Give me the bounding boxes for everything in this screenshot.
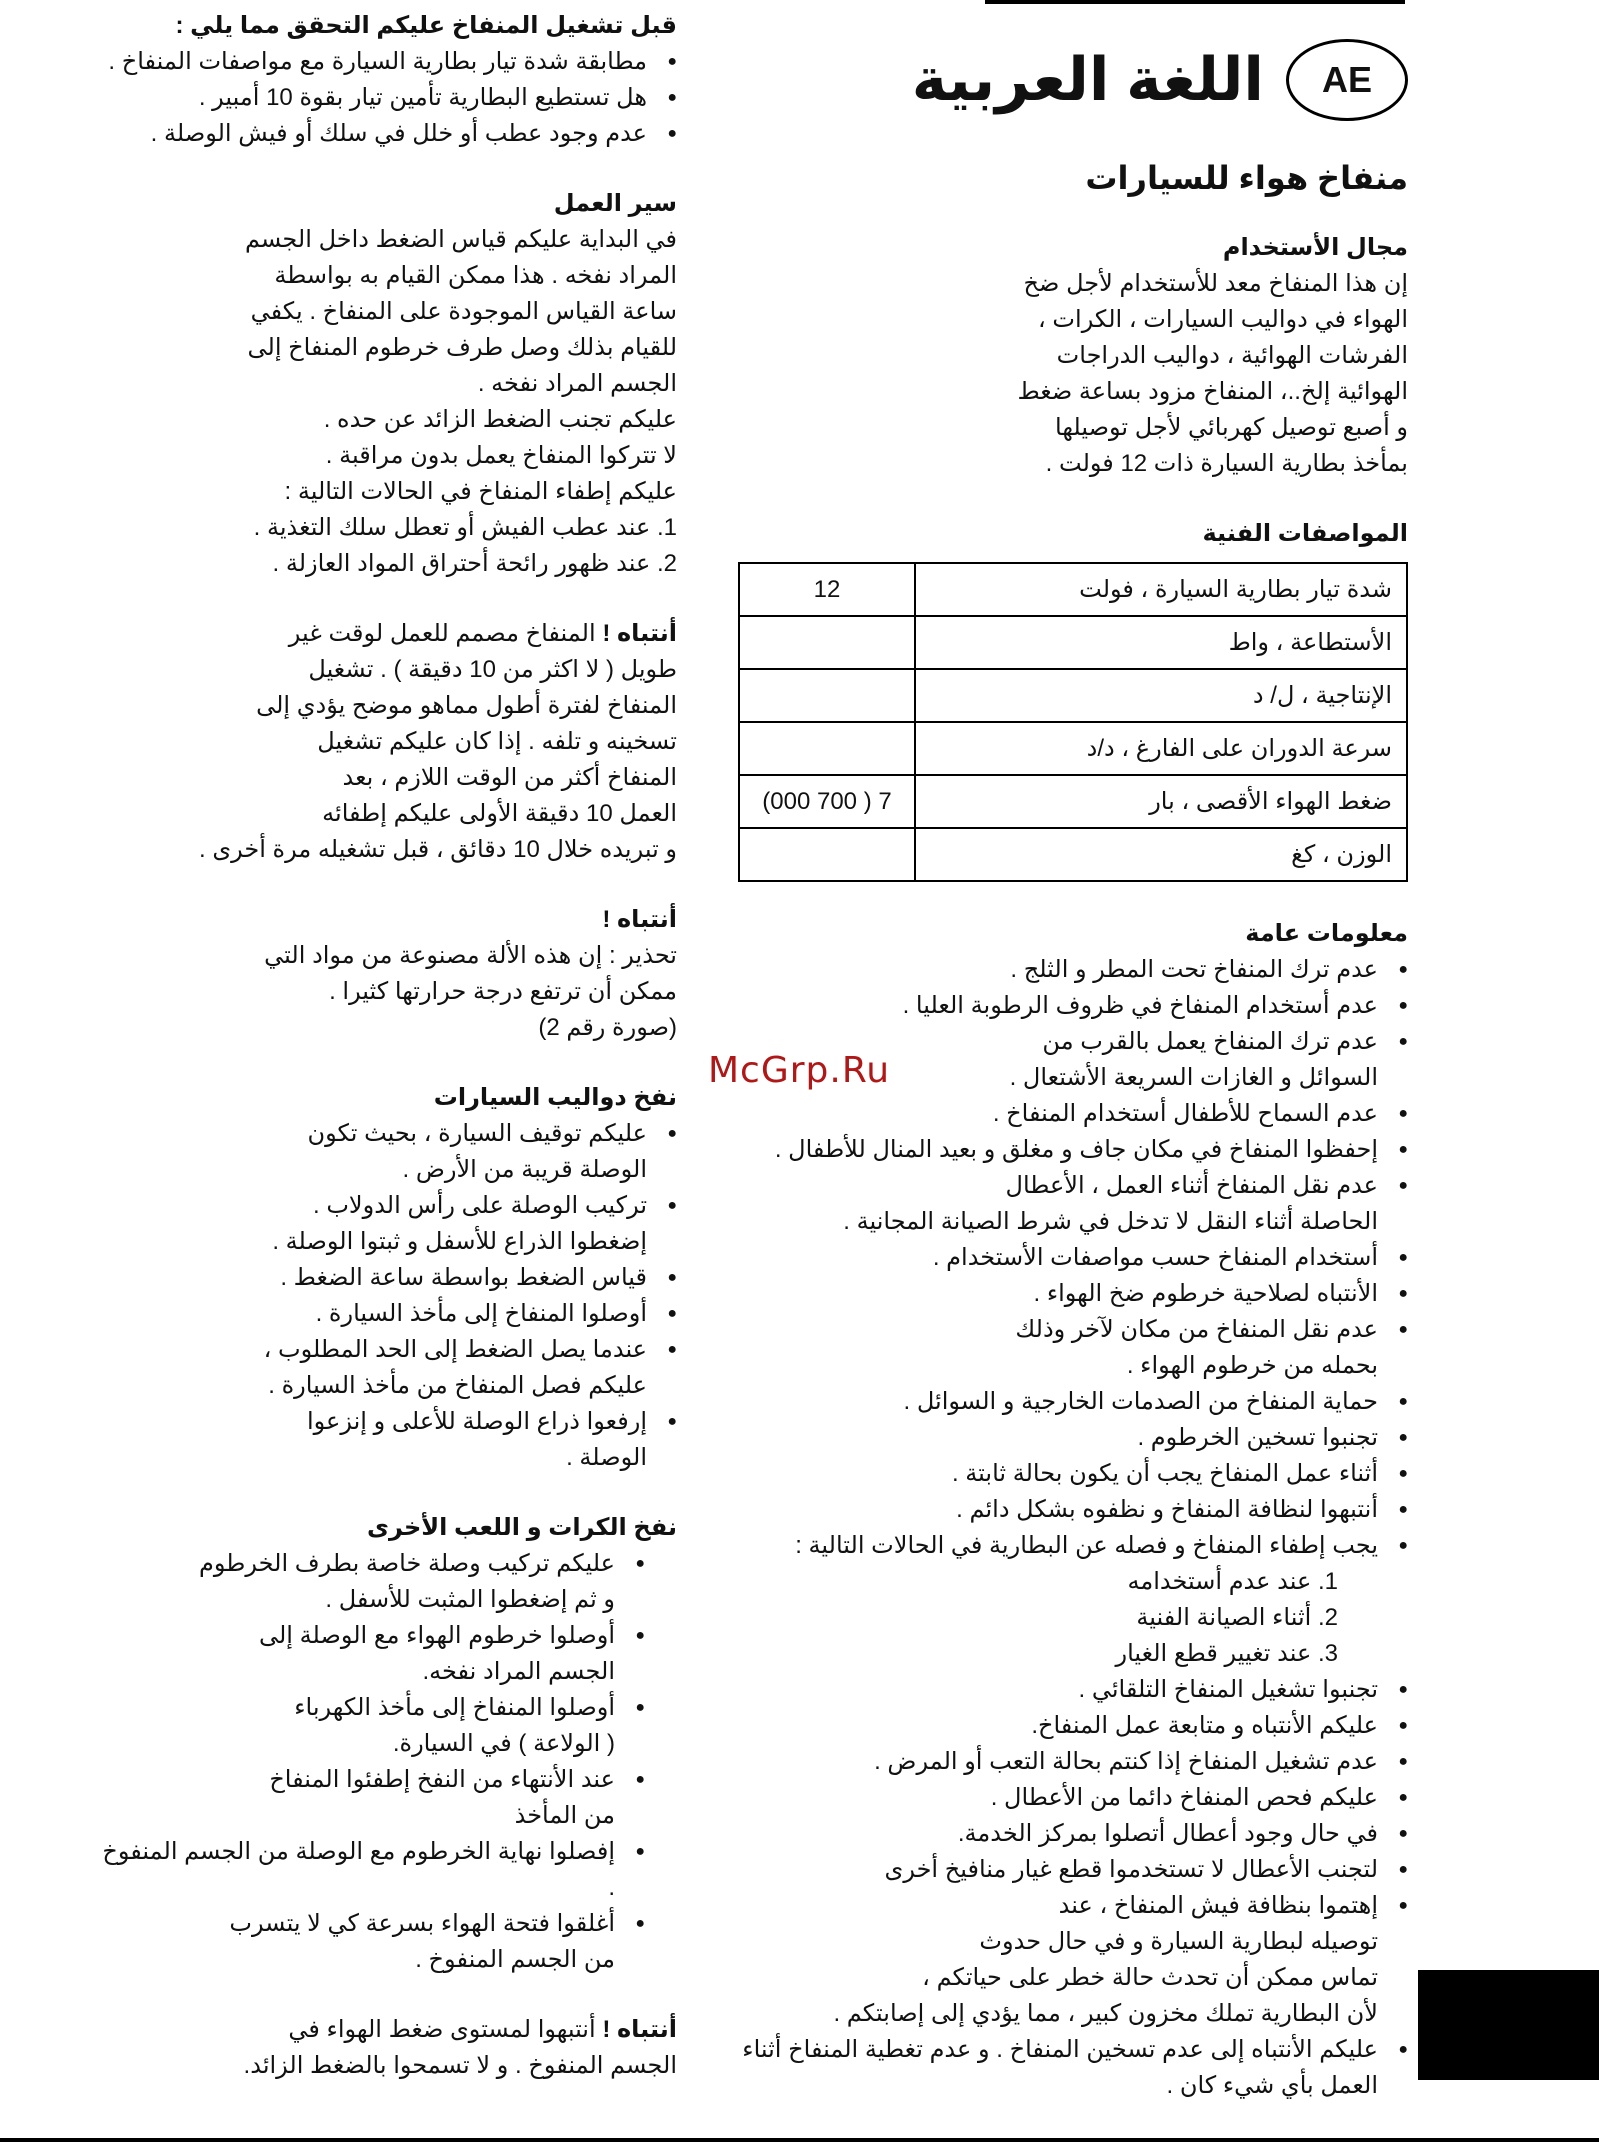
tires-item: ● قياس الضغط بواسطة ساعة الضغط . [95, 1260, 677, 1296]
operation-heading: سير العمل [553, 190, 677, 217]
spec-table [738, 562, 1408, 882]
general-list-2 [730, 1672, 1408, 2104]
general-item: ● عدم السماح للأطفال أستخدام المنفاخ . [730, 1096, 1408, 1132]
general-item: ● أثناء عمل المنفاخ يجب أن يكون بحالة ثابتة . [730, 1456, 1408, 1492]
usage-text [730, 266, 1408, 482]
general-item: ● عدم أستخدام المنفاخ في ظروف الرطوبة العليا . [730, 988, 1408, 1024]
spec-row [739, 828, 1407, 881]
general-list [730, 952, 1408, 1564]
watermark: McGrp.Ru [708, 1050, 891, 1091]
usage-line: الهوائية إلخ..، المنفاخ مزود بساعة ضغط [1017, 378, 1408, 405]
left-column [95, 8, 677, 2084]
spec-label: الوزن ، كغ [915, 828, 1407, 881]
spec-label: سرعة الدوران على الفارغ ، د/د [915, 722, 1407, 775]
general-heading: معلومات عامة [1245, 920, 1408, 947]
general-item: ● تجنبوا تشغيل المنفاخ التلقائي . [730, 1672, 1408, 1708]
top-rule [985, 0, 1405, 4]
general-item: ● عدم ترك المنفاخ تحت المطر و الثلج . [730, 952, 1408, 988]
tires-item: ● عندما يصل الضغط إلى الحد المطلوب ، عليكم فصل المنفاخ من مأخذ السيارة . [95, 1332, 677, 1404]
general-item: ● عدم ترك المنفاخ يعمل بالقرب من السوائل و الغازات السريعة الأشتعال . [730, 1024, 1408, 1096]
warning-heat-label: أنتباه ! [602, 906, 677, 933]
operation-line: المراد نفخه . هذا ممكن القيام به بواسطة [274, 262, 677, 289]
warning-heat-text: تحذير : إن هذه الألة مصنوعة من مواد التي ممكن أن ترتفع درجة حرارتها كثيرا . (صورة رقم 2) [264, 942, 677, 1041]
spec-value [739, 669, 915, 722]
tires-list [95, 1116, 677, 1476]
tires-item: ● تركيب الوصلة على رأس الدولاب . إضغطوا الذراع للأسفل و ثبتوا الوصلة . [95, 1188, 677, 1260]
warning-label: أنتباه ! [602, 620, 677, 647]
tires-item: ● أوصلوا المنفاخ إلى مأخذ السيارة . [95, 1296, 677, 1332]
precheck-item: ● مطابقة شدة تيار بطارية السيارة مع مواصفات المنفاخ . [95, 44, 677, 80]
precheck-item: ● هل تستطيع البطارية تأمين تيار بقوة 10 أمبير . [95, 80, 677, 116]
bottom-rule [0, 2138, 1599, 2142]
usage-line: بمأخذ بطارية السيارة ذات 12 فولت . [1045, 450, 1408, 477]
spec-row [739, 563, 1407, 616]
precheck-heading: قبل تشغيل المنفاخ عليكم التحقق مما يلي : [175, 12, 677, 39]
operation-line: عليكم إطفاء المنفاخ في الحالات التالية : [284, 478, 677, 505]
spec-row [739, 775, 1407, 828]
balls-item: ● عند الأنتهاء من النفخ إطفئوا المنفاخ من المأخذ [95, 1762, 645, 1834]
general-item: ● الأنتباه لصلاحية خرطوم ضخ الهواء . [730, 1276, 1408, 1312]
usage-line: الهواء في دواليب السيارات ، الكرات ، [1038, 306, 1408, 333]
operation-line: ساعة القياس الموجودة على المنفاخ . يكفي [250, 298, 677, 325]
operation-line: عليكم تجنب الضغط الزائد عن حده . [323, 406, 677, 433]
general-case: 1. عند عدم أستخدامه [1127, 1568, 1338, 1595]
general-item: ● أستخدام المنفاخ حسب مواصفات الأستخدام . [730, 1240, 1408, 1276]
balls-item: ● أوصلوا المنفاخ إلى مأخذ الكهرباء ( الولاعة ) في السيارة. [95, 1690, 645, 1762]
general-item: ● عدم تشغيل المنفاخ إذا كنتم بحالة التعب أو المرض . [730, 1744, 1408, 1780]
general-item: ● عليكم الأنتباه و متابعة عمل المنفاخ. [730, 1708, 1408, 1744]
general-item: ● عدم نقل المنفاخ من مكان لآخر وذلك بحمله من خرطوم الهواء . [730, 1312, 1408, 1384]
spec-value [739, 722, 915, 775]
general-item: ● عليكم الأنتباه إلى عدم تسخين المنفاخ . و عدم تغطية المنفاخ أثناء العمل بأي شيء كان . [730, 2032, 1408, 2104]
general-item: ● تجنبوا تسخين الخرطوم . [730, 1420, 1408, 1456]
page-edge-tab [1418, 1970, 1599, 2080]
general-item: ● عليكم فحص المنفاخ دائما من الأعطال . [730, 1780, 1408, 1816]
tires-heading: نفخ دواليب السيارات [433, 1084, 677, 1111]
general-item: ● إحفظوا المنفاخ في مكان جاف و مغلق و بعيد المنال للأطفال . [730, 1132, 1408, 1168]
usage-line: إن هذا المنفاخ معد للأستخدام لأجل ضخ [1023, 270, 1408, 297]
warning-pressure [95, 2012, 677, 2084]
product-title: منفاخ هواء للسيارات [1085, 160, 1408, 196]
spec-value: 12 [739, 563, 915, 616]
precheck-item: ● عدم وجود عطب أو خلل في سلك أو فيش الوصلة . [95, 116, 677, 152]
warning-pressure-text: أنتبهوا لمستوى ضغط الهواء في الجسم المنفوخ . و لا تسمحوا بالضغط الزائد. [243, 2016, 677, 2079]
balls-item: ● أغلقوا فتحة الهواء بسرعة كي لا يتسرب من الجسم المنفوخ . [95, 1906, 645, 1978]
language-title: اللغة العربية [911, 46, 1264, 113]
spec-value [739, 828, 915, 881]
spec-label: الإنتاجية ، ل/ د [915, 669, 1407, 722]
spec-value: 7 ( 700 000) [739, 775, 915, 828]
operation-line: لا تتركوا المنفاخ يعمل بدون مراقبة . [325, 442, 677, 469]
warning-duration [95, 616, 677, 868]
operation-line: للقيام بذلك وصل طرف خرطوم المنفاخ إلى [247, 334, 677, 361]
warning-pressure-label: أنتباه ! [602, 2016, 677, 2043]
language-badge: AE [1286, 39, 1408, 121]
spec-row [739, 616, 1407, 669]
general-item: ● حماية المنفاخ من الصدمات الخارجية و السوائل . [730, 1384, 1408, 1420]
usage-heading: مجال الأستخدام [1222, 234, 1408, 261]
operation-text [95, 222, 677, 582]
warning-duration-text: المنفاخ مصمم للعمل لوقت غير طويل ( لا اكثر من 10 دقيقة ) . تشغيل المنفاخ لفترة أطول مماهو موضح يؤدي إلى تسخينه و تلفه . إذا كان عليكم تشغيل المنفاخ أكثر من الوقت اللازم ، بعد العمل 10 دقيقة الأولى عليكم إطفائه و تبريده خلال 10 دقائق ، قبل تشغيله مرة أخرى . [199, 620, 677, 863]
spec-row [739, 722, 1407, 775]
specs-heading: المواصفات الفنية [1202, 520, 1408, 547]
general-cases [730, 1564, 1408, 1672]
spec-row [739, 669, 1407, 722]
spec-label: شدة تيار بطارية السيارة ، فولت [915, 563, 1407, 616]
operation-line: في البداية عليكم قياس الضغط داخل الجسم [245, 226, 677, 253]
precheck-list [95, 44, 677, 152]
operation-line: 2. عند ظهور رائحة أحتراق المواد العازلة . [272, 550, 677, 577]
general-item: ● يجب إطفاء المنفاخ و فصله عن البطارية في الحالات التالية : [730, 1528, 1408, 1564]
tires-item: ● إرفعوا ذراع الوصلة للأعلى و إنزعوا الوصلة . [95, 1404, 677, 1476]
general-item: ● عدم نقل المنفاخ أثناء العمل ، الأعطال الحاصلة أثناء النقل لا تدخل في شرط الصيانة المجانية . [730, 1168, 1408, 1240]
general-item: ● لتجنب الأعطال لا تستخدموا قطع غيار منافيخ أخرى [730, 1852, 1408, 1888]
balls-list [95, 1546, 677, 1978]
general-item: ● أنتبهوا لنظافة المنفاخ و نظفوه بشكل دائم . [730, 1492, 1408, 1528]
operation-line: 1. عند عطب الفيش أو تعطل سلك التغذية . [253, 514, 677, 541]
spec-label: ضغط الهواء الأقصى ، بار [915, 775, 1407, 828]
usage-line: الفرشات الهوائية ، دواليب الدراجات [1056, 342, 1408, 369]
balls-item: ● أوصلوا خرطوم الهواء مع الوصلة إلى الجسم المراد نفخه. [95, 1618, 645, 1690]
balls-item: ● إفصلوا نهاية الخرطوم مع الوصلة من الجسم المنفوخ . [95, 1834, 645, 1906]
operation-line: الجسم المراد نفخه . [477, 370, 677, 397]
general-item: ● في حال وجود أعطال أتصلوا بمركز الخدمة. [730, 1816, 1408, 1852]
spec-label: الأستطاعة ، واط [915, 616, 1407, 669]
general-case: 3. عند تغيير قطع الغيار [1115, 1640, 1338, 1667]
usage-line: و أصبع توصيل كهربائي لأجل توصيلها [1055, 414, 1408, 441]
general-item: ● إهتموا بنظافة فيش المنفاخ ، عند توصيله لبطارية السيارة و في حال حدوث تماس ممكن أن تحدث حالة خطر على حياتكم ، لأن البطارية تملك مخزون كبير ، مما يؤدي إلى إصابتكم . [730, 1888, 1408, 2032]
general-case: 2. أثناء الصيانة الفنية [1136, 1604, 1338, 1631]
balls-item: ● عليكم تركيب وصلة خاصة بطرف الخرطوم و ثم إضغطوا المثبت للأسفل . [95, 1546, 645, 1618]
balls-heading: نفخ الكرات و اللعب الأخرى [367, 1514, 677, 1541]
tires-item: ● عليكم توقيف السيارة ، بحيث تكون الوصلة قريبة من الأرض . [95, 1116, 677, 1188]
language-header [730, 20, 1408, 140]
spec-value [739, 616, 915, 669]
